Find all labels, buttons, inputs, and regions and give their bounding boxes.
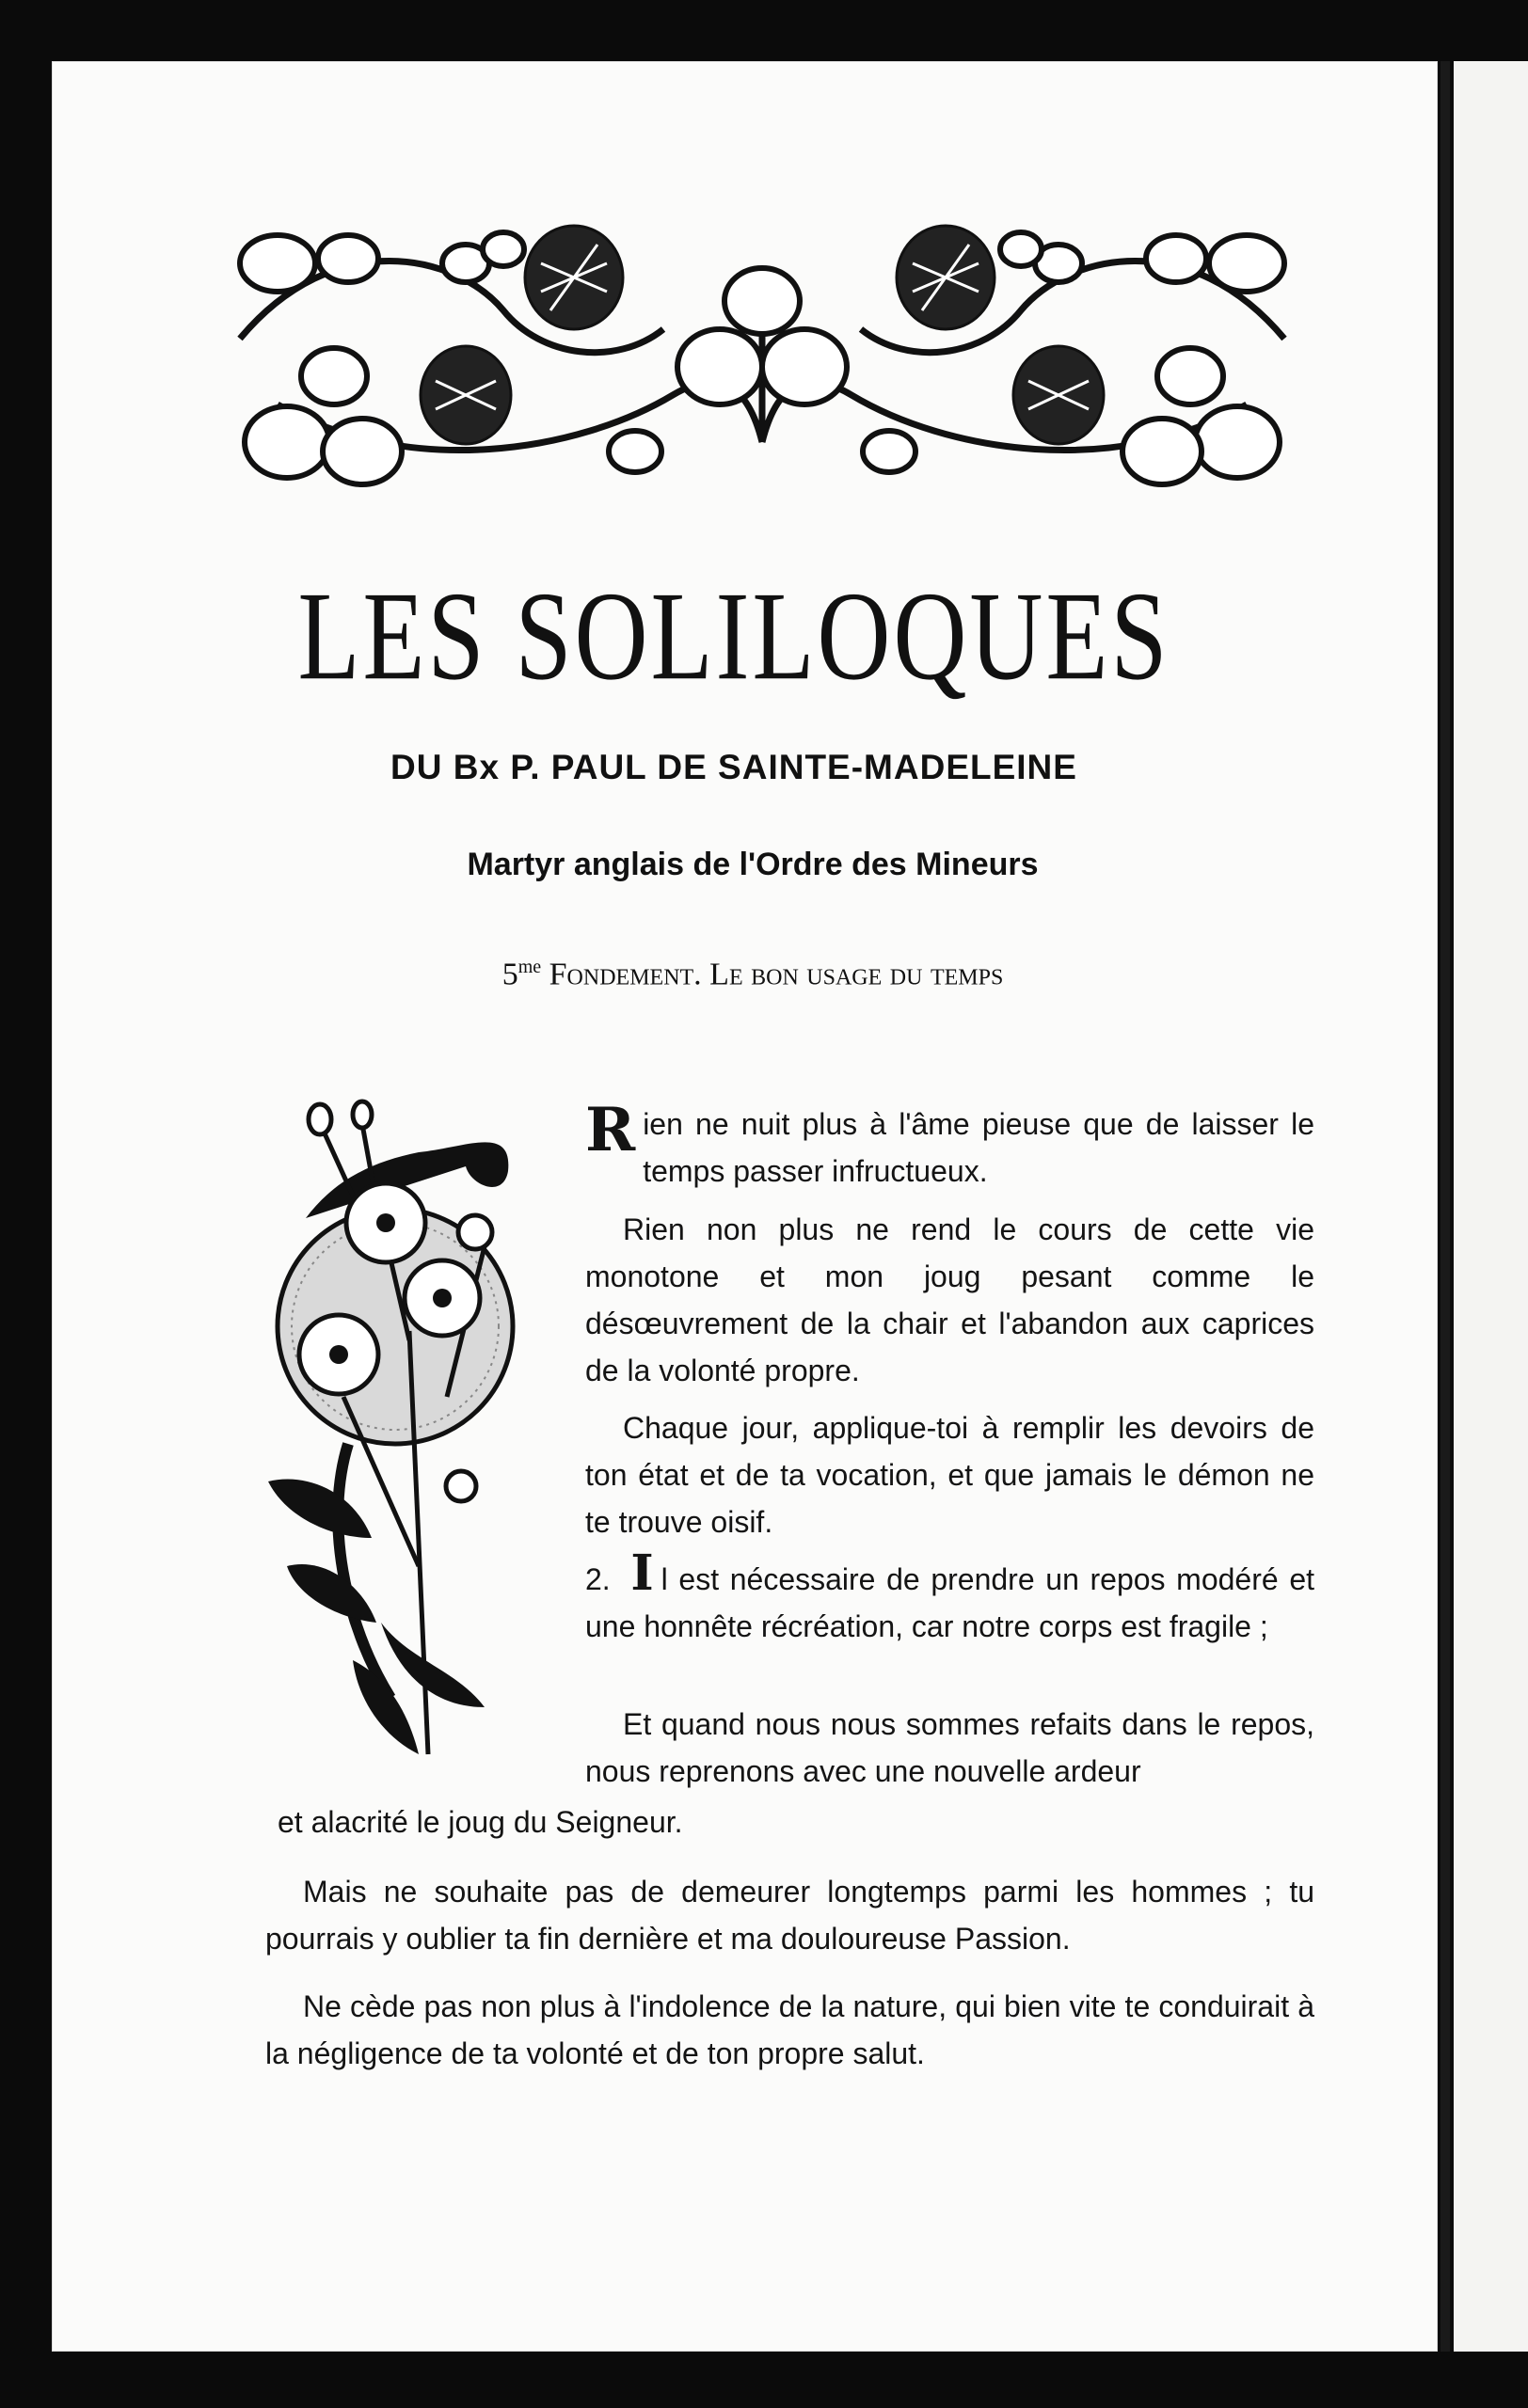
- facing-page-edge: [1454, 61, 1528, 2352]
- section-heading: [0, 957, 1505, 992]
- paragraph-5a: Et quand nous nous sommes refaits dans le repos, nous reprenons avec une nouvelle ardeur: [585, 1707, 1314, 1788]
- paragraph-1-text: ien ne nuit plus à l'âme pieuse que de laisser le temps passer infructueux.: [643, 1107, 1314, 1188]
- section-number: 5: [501, 957, 518, 992]
- paragraph-5b: et alacrité le joug du Seigneur.: [278, 1805, 683, 1839]
- subtitle-secondary: Martyr anglais de l'Ordre des Mineurs: [467, 847, 1039, 882]
- floral-banner-ornament: [221, 169, 1303, 494]
- paragraph-4: [585, 1547, 1314, 1650]
- paragraph-2: Rien non plus ne rend le cours de cette vie monotone et mon joug pesant comme le désœuvrement de la chair et l'abandon aux caprices de la volonté propre.: [585, 1212, 1314, 1387]
- drop-cap-i: I: [630, 1545, 654, 1602]
- paragraph-7: Ne cède pas non plus à l'indolence de la nature, qui bien vite te conduirait à la négligence de ta volonté et de ton propre salut.: [265, 1989, 1314, 2070]
- paragraph-number: 2.: [585, 1562, 611, 1596]
- floral-initial-illustration: [268, 1096, 579, 1797]
- drop-cap-r: R: [585, 1095, 636, 1165]
- page-gutter: [1440, 61, 1450, 2352]
- section-ordinal: me: [517, 957, 542, 977]
- paragraph-4-text: l est nécessaire de prendre un repos modéré et une honnête récréation, car notre corps est fragile ;: [585, 1562, 1315, 1643]
- section-label: Fondement. Le bon usage du temps: [549, 957, 1004, 992]
- page-title: LES SOLILOQUES: [297, 566, 1170, 707]
- subtitle: DU Bx P. PAUL DE SAINTE-MADELEINE: [390, 748, 1077, 786]
- paragraph-6: Mais ne souhaite pas de demeurer longtemps parmi les hommes ; tu pourrais y oublier ta fin dernière et ma douloureuse Passion.: [265, 1875, 1314, 1956]
- paragraph-1: [585, 1095, 1314, 1195]
- paragraph-3: Chaque jour, applique-toi à remplir les devoirs de ton état et de ta vocation, et que jamais le démon ne te trouve oisif.: [585, 1411, 1314, 1539]
